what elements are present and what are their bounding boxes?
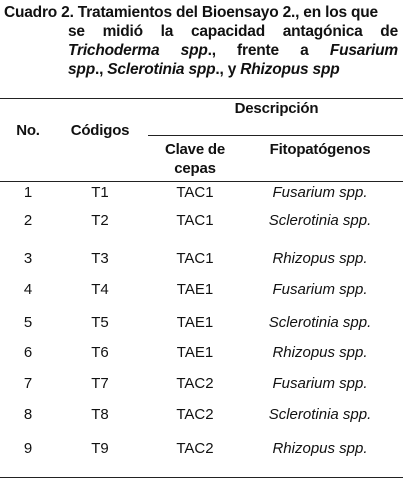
- cell-no: 7: [23, 375, 33, 392]
- cell-clave: TAE1: [176, 281, 214, 298]
- cell-no: 3: [23, 250, 33, 267]
- cell-clave: TAC1: [176, 184, 214, 201]
- cell-fitopatogeno: Rhizopus spp.: [272, 344, 368, 361]
- table-caption: [4, 3, 398, 79]
- caption-line-3: [4, 41, 398, 60]
- cell-clave: TAC2: [176, 440, 214, 457]
- caption-line-4: [4, 60, 398, 79]
- header-codigos: Códigos: [70, 122, 130, 139]
- caption-spp: spp: [68, 61, 95, 78]
- descripcion-underline: [148, 135, 403, 136]
- caption-genus-trichoderma: Trichoderma spp: [68, 42, 208, 59]
- cell-codigo: T7: [91, 375, 109, 392]
- cell-codigo: T1: [91, 184, 109, 201]
- header-no: No.: [16, 122, 40, 139]
- cell-no: 4: [23, 281, 33, 298]
- cell-no: 9: [23, 440, 33, 457]
- caption-text: ., y: [215, 61, 241, 78]
- caption-text: ., frente a: [207, 42, 330, 59]
- cell-fitopatogeno: Sclerotinia spp.: [268, 212, 372, 229]
- cell-clave: TAE1: [176, 344, 214, 361]
- cell-clave: TAE1: [176, 314, 214, 331]
- caption-text: .,: [94, 61, 108, 78]
- cell-clave: TAC2: [176, 406, 214, 423]
- cell-codigo: T8: [91, 406, 109, 423]
- caption-line-1: Cuadro 2. Tratamientos del Bioensayo 2., en los que: [4, 4, 378, 21]
- cell-fitopatogeno: Sclerotinia spp.: [268, 406, 372, 423]
- cell-no: 6: [23, 344, 33, 361]
- cell-no: 8: [23, 406, 33, 423]
- cell-no: 1: [23, 184, 33, 201]
- cell-codigo: T9: [91, 440, 109, 457]
- table-top-rule: [0, 98, 403, 99]
- cell-fitopatogeno: Fusarium spp.: [272, 375, 368, 392]
- header-fitopatogenos: Fitopatógenos: [269, 141, 371, 158]
- caption-genus-sclerotinia: Sclerotinia spp: [107, 61, 216, 78]
- cell-clave: TAC1: [176, 212, 214, 229]
- cell-codigo: T2: [91, 212, 109, 229]
- cell-fitopatogeno: Sclerotinia spp.: [268, 314, 372, 331]
- cell-codigo: T5: [91, 314, 109, 331]
- cell-codigo: T6: [91, 344, 109, 361]
- cell-fitopatogeno: Rhizopus spp.: [272, 250, 368, 267]
- cell-fitopatogeno: Rhizopus spp.: [272, 440, 368, 457]
- caption-genus-rhizopus: Rhizopus spp: [240, 61, 340, 78]
- cell-no: 2: [23, 212, 33, 229]
- cell-clave: TAC1: [176, 250, 214, 267]
- header-descripcion: Descripción: [234, 100, 319, 117]
- header-clave-line2: cepas: [174, 160, 216, 177]
- table-bottom-rule: [0, 477, 403, 478]
- cell-no: 5: [23, 314, 33, 331]
- cell-codigo: T4: [91, 281, 109, 298]
- caption-genus-fusarium: Fusarium: [329, 42, 398, 59]
- caption-line-2: se midió la capacidad antagónica de: [68, 23, 398, 40]
- cell-fitopatogeno: Fusarium spp.: [272, 184, 368, 201]
- cell-fitopatogeno: Fusarium spp.: [272, 281, 368, 298]
- header-clave-line1: Clave de: [164, 141, 226, 158]
- cell-clave: TAC2: [176, 375, 214, 392]
- header-bottom-rule: [0, 181, 403, 182]
- cell-codigo: T3: [91, 250, 109, 267]
